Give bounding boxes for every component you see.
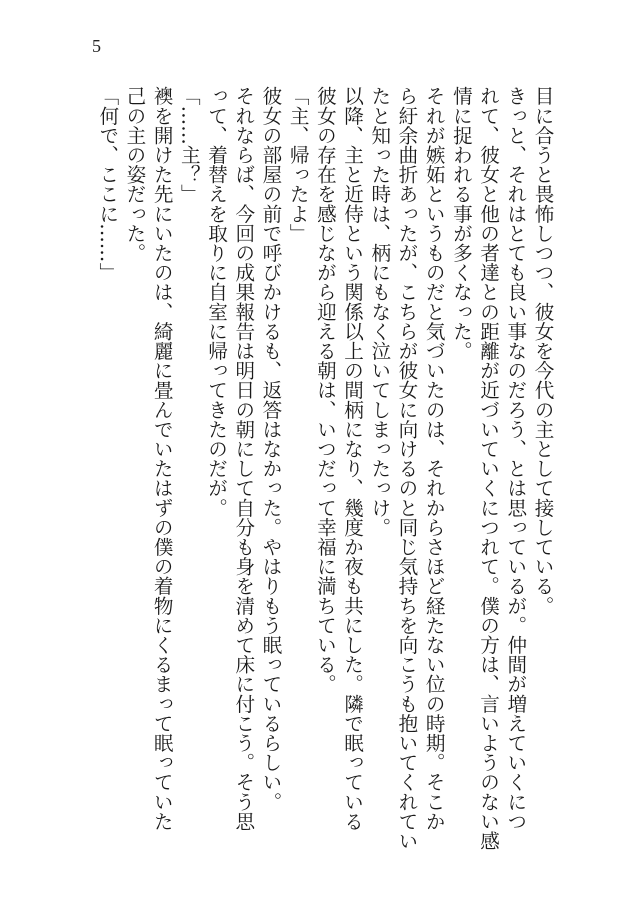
- text-line: それが嫉妬というものだと気づいたのは、それからさほど経たない位の時期。そこか: [422, 86, 446, 831]
- text-line: 「……主？」: [177, 86, 201, 204]
- text-line: 「主、帰ったよ」: [286, 86, 310, 243]
- text-line: 彼女の存在を感じながら迎える朝は、いつだって幸福に満ちている。: [313, 86, 337, 694]
- text-line: 「何で、ここに……」: [95, 86, 119, 282]
- page-number: 5: [92, 36, 101, 56]
- text-line: 己の主の姿だった。: [122, 86, 146, 263]
- text-line: れて、彼女と他の者達との距離が近づいていくにつれて。僕の方は、言いようのない感: [476, 86, 500, 851]
- text-line: 目に合うと畏怖しつつ、彼女を今代の主として接している。: [531, 86, 554, 616]
- novel-text-block: [94, 86, 556, 876]
- text-line: 情に捉われる事が多くなった。: [449, 86, 473, 361]
- text-line: 以降、主と近侍という関係以上の間柄になり、幾度か夜も共にした。隣で眠っている: [340, 86, 364, 831]
- text-line: 彼女の部屋の前で呼びかけるも、返答はなかった。やはりもう眠っているらしい。: [258, 86, 282, 812]
- text-line: たと知った時は、柄にもなく泣いてしまったっけ。: [367, 86, 391, 537]
- text-line: ら紆余曲折あったが、こちらが彼女に向けるのと同じ気持ちを向こうも抱いてくれてい: [394, 86, 418, 851]
- text-line: きっと、それはとても良い事なのだろう、とは思っているが。仲間が増えていくにつ: [503, 86, 527, 831]
- text-line: 襖を開けた先にいたのは、綺麗に畳んでいたはずの僕の着物にくるまって眠っていた: [150, 86, 174, 831]
- text-line: って、着替えを取りに自室に帰ってきたのだが。: [204, 86, 228, 518]
- text-line: それならば、今回の成果報告は明日の朝にして自分も身を清めて床に付こう。そう思: [231, 86, 255, 831]
